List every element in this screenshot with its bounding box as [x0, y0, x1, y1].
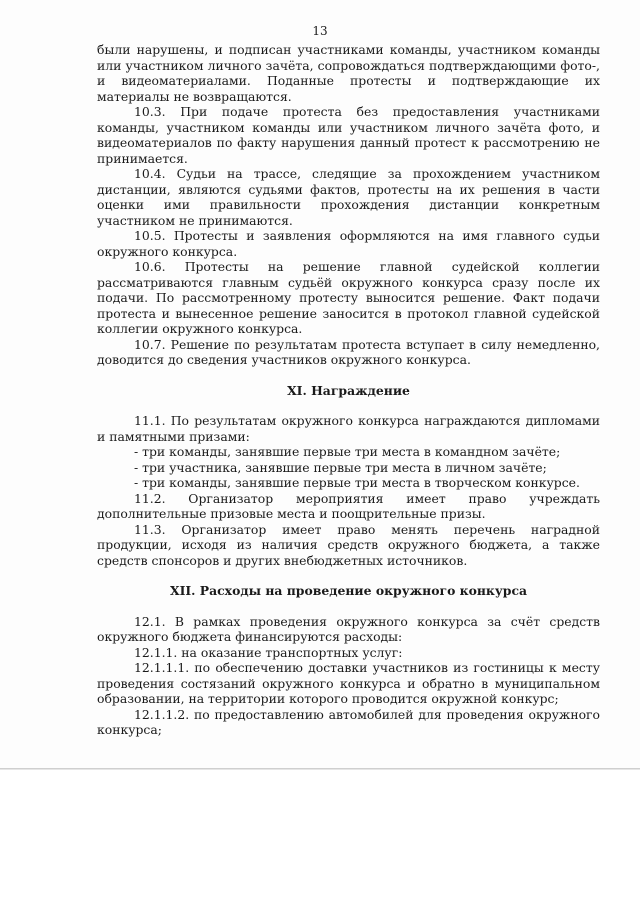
paragraph: 11.3. Организатор имеет право менять перечень наградной продукции, исходя из наличия средств окружного бюджета, а также средств спонсоров и других внебюджетных источников.	[97, 521, 600, 568]
paragraph: 12.1.1.2. по предоставлению автомобилей для проведения окружного конкурса;	[97, 706, 600, 737]
paragraph: 10.5. Протесты и заявления оформляются на имя главного судьи окружного конкурса.	[97, 228, 600, 259]
document-body	[97, 42, 600, 738]
list-item: - три команды, занявшие первые три места в командном зачёте;	[134, 444, 561, 459]
page-number: 13	[312, 24, 328, 38]
list-item: - три участника, занявшие первые три места в личном зачёте;	[134, 459, 547, 475]
section-heading: XI. Награждение	[287, 382, 410, 398]
paragraph: 10.4. Судьи на трассе, следящие за прохождением участником дистанции, являются судьями фактов, протесты на их решения в части оценки ими правильности прохождения дистанции конкретным участником не принимаются.	[97, 166, 600, 228]
paragraph: 11.1. По результатам окружного конкурса награждаются дипломами и памятными призами:	[97, 413, 600, 444]
paragraph: 12.1. В рамках проведения окружного конкурса за счёт средств окружного бюджета финансируются расходы:	[97, 613, 600, 644]
paragraph: 10.7. Решение по результатам протеста вступает в силу немедленно, доводится до сведения участников окружного конкурса.	[97, 336, 600, 367]
paragraph: 10.3. При подаче протеста без предоставления участниками команды, участником команды или участником личного зачёта фото, и видеоматериалов по факту нарушения данный протест к рассмотрению не принимается.	[97, 104, 600, 166]
paragraph: были нарушены, и подписан участниками команды, участником команды или участником личного зачёта, сопровождаться подтверждающими фото-, и видеоматериалами. Поданные протесты и подтверждающие их материалы не возвращаются.	[97, 42, 600, 104]
paragraph: 12.1.1. на оказание транспортных услуг:	[134, 644, 403, 660]
section-heading: XII. Расходы на проведение окружного конкурса	[169, 583, 528, 598]
paragraph: 12.1.1.1. по обеспечению доставки участников из гостиницы к месту проведения состязаний окружного конкурса и обратно в муниципальном образовании, на территории которого проводится окружной конкурс;	[97, 660, 600, 706]
paragraph: 11.2. Организатор мероприятия имеет право учреждать дополнительные призовые места и поощрительные призы.	[97, 490, 600, 521]
list-item: - три команды, занявшие первые три места в творческом конкурсе.	[134, 475, 580, 490]
paragraph: 10.6. Протесты на решение главной судейской коллегии рассматриваются главным судьёй окружного конкурса сразу после их подачи. По рассмотренному протесту выносится решение. Факт подачи протеста и вынесенное решение заносится в протокол главной судейской коллегии окружного конкурса.	[97, 259, 600, 336]
